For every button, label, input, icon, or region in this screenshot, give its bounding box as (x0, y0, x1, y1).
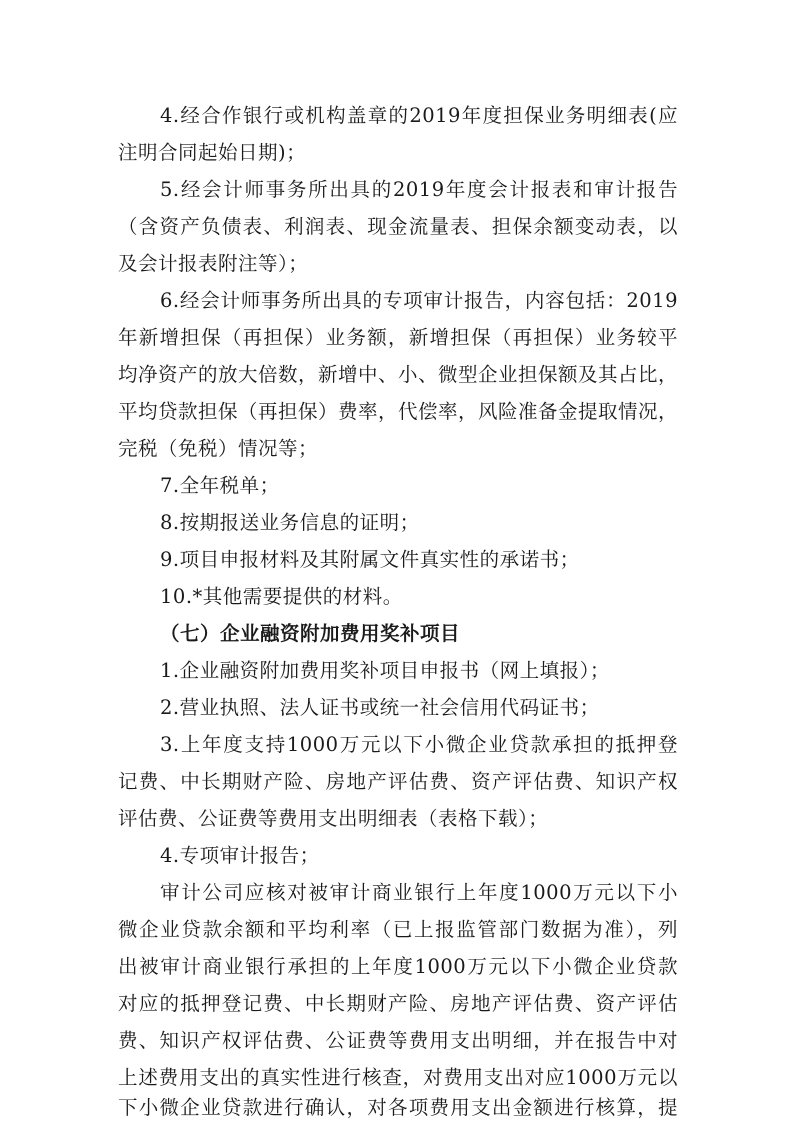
item-5-line-1: 5.经会计师事务所出具的2019年度会计报表和审计报告 (160, 178, 678, 201)
item-6-line-3: 均净资产的放大倍数，新增中、小、微型企业担保额及其占比， (118, 363, 679, 386)
audit-text-line-7: 下小微企业贷款进行确认，对各项费用支出金额进行核算，提 (118, 1097, 678, 1119)
audit-text-line-6: 上述费用支出的真实性进行核查，对费用支出对应1000万元以 (118, 1066, 678, 1089)
item-4-line-1: 4.经合作银行或机构盖章的2019年度担保业务明细表(应 (160, 104, 678, 127)
item-9: 9.项目申报材料及其附属文件真实性的承诺书； (160, 548, 580, 571)
item-10: 10.*其他需要提供的材料。 (160, 585, 403, 608)
audit-text-line-3: 出被审计商业银行承担的上年度1000万元以下小微企业贷款 (118, 955, 678, 978)
item-6-line-4: 平均贷款担保（再担保）费率，代偿率，风险准备金提取情况， (118, 400, 679, 423)
section-7-heading: （七）企业融资附加费用奖补项目 (160, 622, 461, 645)
audit-text-line-1: 审计公司应核对被审计商业银行上年度1000万元以下小 (160, 881, 678, 904)
item-4-line-2: 注明合同起始日期)； (118, 141, 307, 164)
audit-text-line-4: 对应的抵押登记费、中长期财产险、房地产评估费、资产评估 (118, 992, 678, 1015)
s7-item-2: 2.营业执照、法人证书或统一社会信用代码证书； (160, 696, 600, 719)
s7-item-3-line-1: 3.上年度支持1000万元以下小微企业贷款承担的抵押登 (160, 733, 678, 756)
item-6-line-1: 6.经会计师事务所出具的专项审计报告，内容包括：2019 (160, 289, 678, 312)
item-5-line-3: 及会计报表附注等）； (118, 252, 309, 275)
item-7: 7.全年税单； (160, 474, 280, 497)
audit-text-line-2: 微企业贷款余额和平均利率（已上报监管部门数据为准），列 (118, 918, 678, 941)
item-5-line-2: （含资产负债表、利润表、现金流量表、担保余额变动表，以 (118, 215, 678, 238)
s7-item-4: 4.专项审计报告； (160, 844, 320, 867)
s7-item-1: 1.企业融资附加费用奖补项目申报书（网上填报）； (160, 659, 610, 682)
item-6-line-5: 完税（免税）情况等； (118, 437, 319, 460)
s7-item-3-line-3: 评估费、公证费等费用支出明细表（表格下载）； (118, 807, 549, 830)
item-6-line-2: 年新增担保（再担保）业务额，新增担保（再担保）业务较平 (118, 326, 678, 349)
audit-text-line-5: 费、知识产权评估费、公证费等费用支出明细，并在报告中对 (118, 1029, 678, 1052)
s7-item-3-line-2: 记费、中长期财产险、房地产评估费、资产评估费、知识产权 (118, 770, 678, 793)
item-8: 8.按期报送业务信息的证明； (160, 511, 420, 534)
